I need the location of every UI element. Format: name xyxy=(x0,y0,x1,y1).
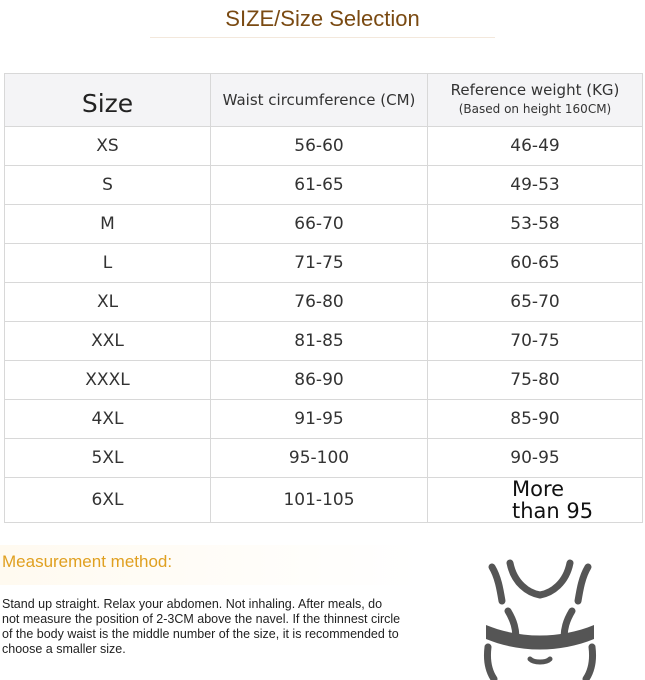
cell-size: 5XL xyxy=(5,439,211,478)
size-table xyxy=(4,73,643,523)
header-waist: Waist circumference (CM) xyxy=(211,74,428,127)
cell-weight xyxy=(428,478,643,523)
weight-more-line2: than 95 xyxy=(512,499,594,523)
table-row xyxy=(5,127,643,166)
cell-weight: 85-90 xyxy=(428,400,643,439)
table-row xyxy=(5,322,643,361)
cell-size: L xyxy=(5,244,211,283)
cell-weight: 70-75 xyxy=(428,322,643,361)
cell-waist: 86-90 xyxy=(211,361,428,400)
waist-measurement-figure-icon xyxy=(480,555,600,680)
cell-waist: 101-105 xyxy=(211,478,428,523)
cell-size: S xyxy=(5,166,211,205)
table-row xyxy=(5,205,643,244)
cell-weight: 65-70 xyxy=(428,283,643,322)
cell-size: 4XL xyxy=(5,400,211,439)
table-row xyxy=(5,244,643,283)
cell-waist: 56-60 xyxy=(211,127,428,166)
header-ref-label: Reference weight (KG) xyxy=(450,81,620,99)
cell-weight: 49-53 xyxy=(428,166,643,205)
cell-weight: 75-80 xyxy=(428,361,643,400)
table-row xyxy=(5,283,643,322)
cell-size: XS xyxy=(5,127,211,166)
table-row xyxy=(5,400,643,439)
cell-waist: 61-65 xyxy=(211,166,428,205)
measurement-title: Measurement method: xyxy=(2,552,173,571)
table-row xyxy=(5,478,643,523)
header-reference-weight xyxy=(428,74,643,127)
cell-weight: 53-58 xyxy=(428,205,643,244)
cell-size: XXL xyxy=(5,322,211,361)
measurement-text: Stand up straight. Relax your abdomen. Not inhaling. After meals, do not measure the position of 2-3CM above the navel. If the thinnest circle of the body waist is the middle number of the size, it is recommended to choose a smaller size. xyxy=(2,597,401,656)
cell-size: 6XL xyxy=(5,478,211,523)
table-header-row xyxy=(5,74,643,127)
cell-size: M xyxy=(5,205,211,244)
table-row xyxy=(5,361,643,400)
header-size: Size xyxy=(5,74,211,127)
table-row xyxy=(5,439,643,478)
page-title: SIZE/Size Selection xyxy=(225,6,420,31)
cell-waist: 66-70 xyxy=(211,205,428,244)
cell-waist: 71-75 xyxy=(211,244,428,283)
title-underline xyxy=(150,37,495,38)
cell-waist: 76-80 xyxy=(211,283,428,322)
weight-more-line1: More xyxy=(512,477,565,501)
table-row xyxy=(5,166,643,205)
cell-size: XXXL xyxy=(5,361,211,400)
cell-waist: 81-85 xyxy=(211,322,428,361)
cell-weight: 90-95 xyxy=(428,439,643,478)
cell-weight: 60-65 xyxy=(428,244,643,283)
header-ref-sub: (Based on height 160CM) xyxy=(458,102,612,116)
cell-waist: 91-95 xyxy=(211,400,428,439)
cell-weight: 46-49 xyxy=(428,127,643,166)
cell-size: XL xyxy=(5,283,211,322)
cell-waist: 95-100 xyxy=(211,439,428,478)
